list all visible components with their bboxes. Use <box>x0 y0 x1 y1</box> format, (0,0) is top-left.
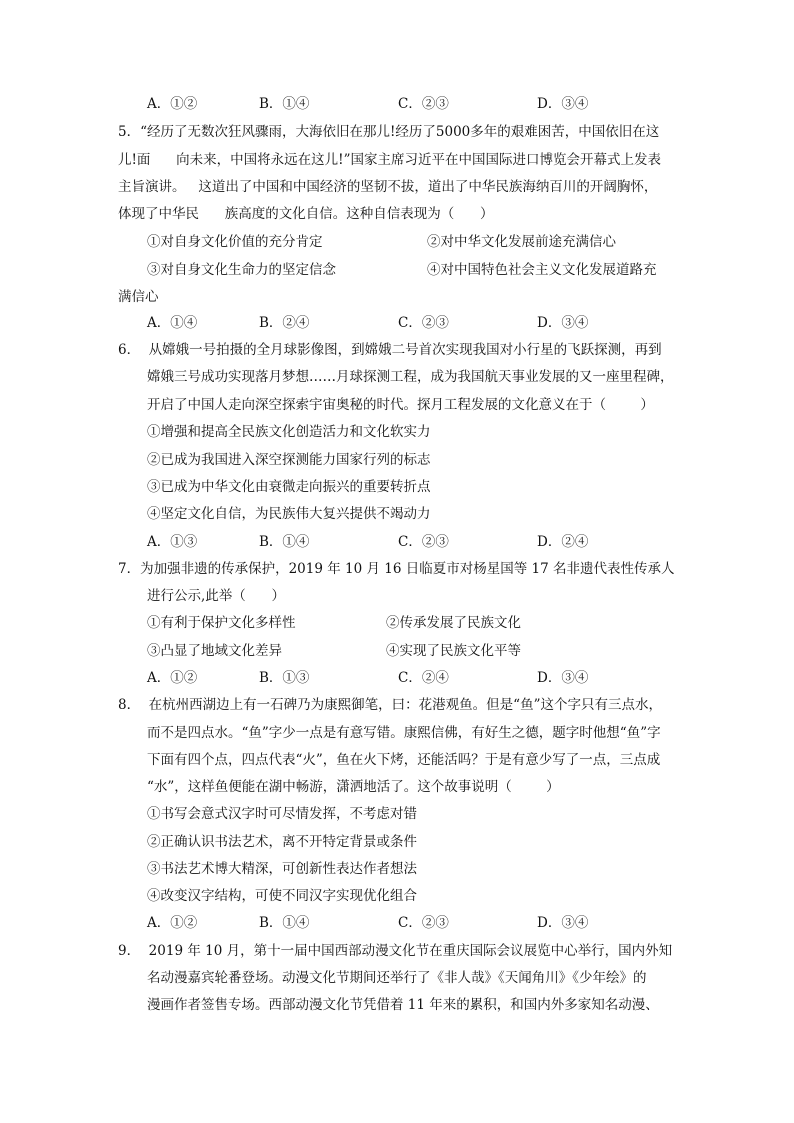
q4-option-c: C．②③ <box>398 96 449 112</box>
q8-stem-line: 而不是四点水。“鱼”字少一点是有意写错。康熙信佛，有好生之德，题字时他想“鱼”字 <box>147 725 661 741</box>
q6-item: ③已成为中华文化由衰微走向振兴的重要转折点 <box>147 479 431 495</box>
q6-option-d: D．②④ <box>537 534 589 550</box>
q7-item: ②传承发展了民族文化 <box>386 615 521 631</box>
q4-option-d: D．③④ <box>537 96 589 112</box>
q6-stem-line: 嫦娥三号成功实现落月梦想……月球探测工程，成为我国航天事业发展的又一座里程碑， <box>147 369 674 385</box>
q5-option-d: D．③④ <box>537 315 589 331</box>
q7-option-d: D．③④ <box>537 670 589 686</box>
q8-item: ②正确认识书法艺术，离不开特定背景或条件 <box>147 834 417 850</box>
q6-item: ②已成为我国进入深空探测能力国家行列的标志 <box>147 452 431 468</box>
q7-option-a: A．①② <box>147 670 198 686</box>
q7-item: ①有利于保护文化多样性 <box>147 615 296 631</box>
q4-option-b: B．①④ <box>259 96 310 112</box>
q7-item: ③凸显了地域文化差异 <box>147 643 282 659</box>
q5-item: ②对中华文化发展前途充满信心 <box>427 234 616 250</box>
q5-item: ③对自身文化生命力的坚定信念 <box>147 262 336 278</box>
q5-item: ①对自身文化价值的充分肯定 <box>147 234 323 250</box>
q5-stem-line: 儿!面 向未来，中国将永远在这儿!”国家主席习近平在中国国际进口博览会开幕式上发表 <box>118 152 661 168</box>
q8-stem-line: 8． 在杭州西湖边上有一石碑乃为康熙御笔，曰：花港观鱼。但是“鱼”这个字只有三点水， <box>118 697 662 713</box>
q5-option-b: B．②④ <box>259 315 310 331</box>
q5-stem-line: 5．“经历了无数次狂风骤雨，大海依旧在那儿!经历了5000多年的艰难困苦，中国依旧在这 <box>118 124 660 140</box>
q7-stem-line: 进行公示,此举（ ） <box>147 588 286 604</box>
q7-item: ④实现了民族文化平等 <box>386 643 521 659</box>
q8-item: ③书法艺术博大精深，可创新性表达作者想法 <box>147 861 417 877</box>
q8-option-b: B．①④ <box>259 915 310 931</box>
q5-stem-line: 体现了中华民 族高度的文化自信。这种自信表现为（ ） <box>118 206 494 222</box>
q9-stem-line: 名动漫嘉宾轮番登场。动漫文化节期间还举行了《非人哉》《天闻角川》《少年绘》的 <box>147 970 647 986</box>
q5-item: ④对中国特色社会主义文化发展道路充 <box>427 262 657 278</box>
q7-option-b: B．①③ <box>259 670 310 686</box>
q6-item: ④坚定文化自信，为民族伟大复兴提供不竭动力 <box>147 506 431 522</box>
q8-stem-line: 下面有四个点，四点代表“火”，鱼在火下烤，还能活吗？于是有意少写了一点，三点成 <box>147 752 661 768</box>
q9-stem-line: 漫画作者签售专场。西部动漫文化节凭借着 11 年来的累积，和国内外多家知名动漫、 <box>147 997 659 1013</box>
q5-stem-line: 主旨演讲。 这道出了中国和中国经济的坚韧不拔，道出了中华民族海纳百川的开阔胸怀， <box>118 179 658 195</box>
q6-option-c: C．②③ <box>398 534 449 550</box>
q6-item: ①增强和提高全民族文化创造活力和文化软实力 <box>147 424 431 440</box>
q8-option-a: A．①② <box>147 915 198 931</box>
q9-stem-line: 9． 2019 年 10 月，第十一届中国西部动漫文化节在重庆国际会议展览中心举行，国内外知 <box>118 943 673 959</box>
q8-option-c: C．②③ <box>398 915 449 931</box>
q8-stem-line: “水”，这样鱼便能在湖中畅游，潇洒地活了。这个故事说明（ ） <box>147 779 560 795</box>
q4-option-a: A．①② <box>147 96 198 112</box>
q5-option-a: A．①④ <box>147 315 198 331</box>
q6-stem-line: 6． 从嫦娥一号拍摄的全月球影像图，到嫦娥二号首次实现我国对小行星的飞跃探测，再到 <box>118 342 662 358</box>
q6-option-a: A．①③ <box>147 534 198 550</box>
q8-option-d: D．③④ <box>537 915 589 931</box>
q7-option-c: C．②④ <box>398 670 449 686</box>
q6-option-b: B．①④ <box>259 534 310 550</box>
q5-option-c: C．②③ <box>398 315 449 331</box>
q5-item-wrap: 满信心 <box>118 289 159 305</box>
q7-stem-line: 7．为加强非遗的传承保护，2019 年 10 月 16 日临夏市对杨星国等 17 名非遗代表性传承人 <box>118 561 675 577</box>
q6-stem-line: 开启了中国人走向深空探索宇宙奥秘的时代。探月工程发展的文化意义在于（ ） <box>147 397 654 413</box>
q8-item: ④改变汉字结构，可使不同汉字实现优化组合 <box>147 888 417 904</box>
q8-item: ①书写会意式汉字时可尽情发挥，不考虑对错 <box>147 806 417 822</box>
